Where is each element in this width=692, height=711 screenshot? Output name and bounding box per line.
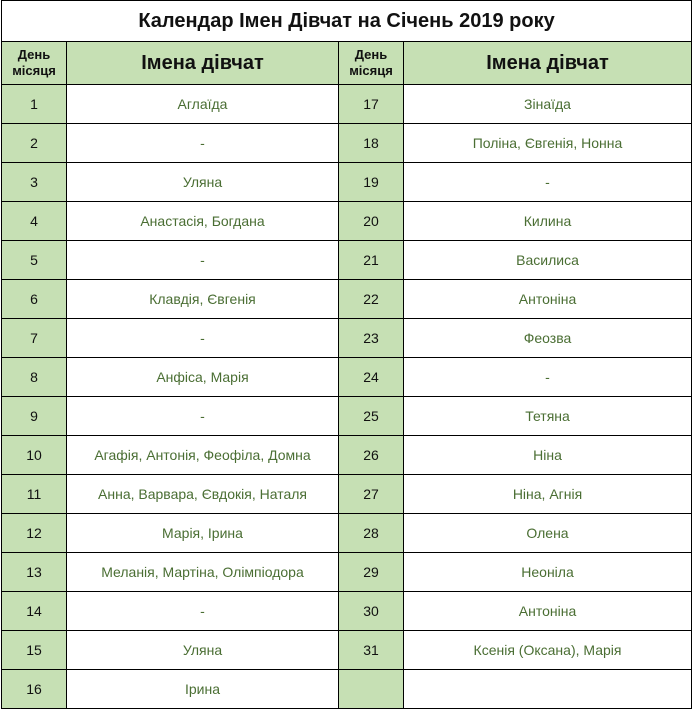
day-cell-right <box>339 670 404 709</box>
day-cell-left: 13 <box>2 553 67 592</box>
table-row <box>2 163 692 202</box>
table-row <box>2 202 692 241</box>
day-cell-right: 23 <box>339 319 404 358</box>
names-cell-left: - <box>67 241 339 280</box>
table-row <box>2 553 692 592</box>
day-cell-left: 11 <box>2 475 67 514</box>
day-header-left: День місяця <box>2 42 67 85</box>
names-header-left: Імена дівчат <box>67 42 339 85</box>
names-cell-left: Уляна <box>67 631 339 670</box>
names-cell-left: Анфіса, Марія <box>67 358 339 397</box>
names-cell-left: Анастасія, Богдана <box>67 202 339 241</box>
names-cell-left: Меланія, Мартіна, Олімпіодора <box>67 553 339 592</box>
table-row <box>2 670 692 709</box>
day-cell-right: 17 <box>339 85 404 124</box>
names-cell-left: Ірина <box>67 670 339 709</box>
day-cell-right: 26 <box>339 436 404 475</box>
table-row <box>2 319 692 358</box>
names-cell-right: - <box>404 358 692 397</box>
day-cell-left: 14 <box>2 592 67 631</box>
names-cell-right <box>404 670 692 709</box>
names-cell-left: - <box>67 319 339 358</box>
names-header-right: Імена дівчат <box>404 42 692 85</box>
names-cell-right: Неоніла <box>404 553 692 592</box>
names-cell-left: - <box>67 592 339 631</box>
names-cell-right: Олена <box>404 514 692 553</box>
day-cell-left: 16 <box>2 670 67 709</box>
table-row <box>2 397 692 436</box>
names-cell-left: Аглаїда <box>67 85 339 124</box>
day-cell-right: 19 <box>339 163 404 202</box>
names-cell-right: Феозва <box>404 319 692 358</box>
table-row <box>2 241 692 280</box>
day-cell-left: 2 <box>2 124 67 163</box>
table-body <box>2 85 692 709</box>
names-cell-right: Антоніна <box>404 592 692 631</box>
names-cell-left: Агафія, Антонія, Феофіла, Домна <box>67 436 339 475</box>
title-row <box>2 1 692 42</box>
names-cell-left: Уляна <box>67 163 339 202</box>
day-cell-left: 15 <box>2 631 67 670</box>
names-cell-left: Анна, Варвара, Євдокія, Наталя <box>67 475 339 514</box>
names-cell-right: Килина <box>404 202 692 241</box>
names-cell-right: Антоніна <box>404 280 692 319</box>
day-cell-right: 20 <box>339 202 404 241</box>
day-cell-left: 8 <box>2 358 67 397</box>
day-cell-left: 1 <box>2 85 67 124</box>
header-row <box>2 42 692 85</box>
names-calendar-table <box>1 0 692 709</box>
day-cell-left: 5 <box>2 241 67 280</box>
day-cell-left: 9 <box>2 397 67 436</box>
day-cell-right: 31 <box>339 631 404 670</box>
names-cell-right: - <box>404 163 692 202</box>
names-cell-left: - <box>67 124 339 163</box>
day-header-right: День місяця <box>339 42 404 85</box>
table-row <box>2 475 692 514</box>
table-row <box>2 280 692 319</box>
names-cell-right: Тетяна <box>404 397 692 436</box>
day-cell-right: 29 <box>339 553 404 592</box>
table-row <box>2 592 692 631</box>
table-title: Календар Імен Дівчат на Січень 2019 року <box>2 1 692 42</box>
day-cell-left: 3 <box>2 163 67 202</box>
table-row <box>2 85 692 124</box>
day-cell-right: 22 <box>339 280 404 319</box>
day-cell-right: 30 <box>339 592 404 631</box>
day-cell-left: 7 <box>2 319 67 358</box>
day-cell-right: 25 <box>339 397 404 436</box>
names-cell-left: Клавдія, Євгенія <box>67 280 339 319</box>
names-cell-right: Василиса <box>404 241 692 280</box>
table-row <box>2 631 692 670</box>
day-cell-right: 18 <box>339 124 404 163</box>
table-row <box>2 436 692 475</box>
day-cell-right: 21 <box>339 241 404 280</box>
names-cell-right: Ніна, Агнія <box>404 475 692 514</box>
day-cell-left: 4 <box>2 202 67 241</box>
day-cell-left: 12 <box>2 514 67 553</box>
table-row <box>2 514 692 553</box>
names-cell-right: Ніна <box>404 436 692 475</box>
names-cell-right: Поліна, Євгенія, Нонна <box>404 124 692 163</box>
day-cell-right: 24 <box>339 358 404 397</box>
names-cell-left: - <box>67 397 339 436</box>
names-cell-right: Зінаїда <box>404 85 692 124</box>
day-cell-right: 27 <box>339 475 404 514</box>
table-row <box>2 124 692 163</box>
table-row <box>2 358 692 397</box>
day-cell-right: 28 <box>339 514 404 553</box>
day-cell-left: 6 <box>2 280 67 319</box>
day-cell-left: 10 <box>2 436 67 475</box>
names-cell-left: Марія, Ірина <box>67 514 339 553</box>
names-cell-right: Ксенія (Оксана), Марія <box>404 631 692 670</box>
